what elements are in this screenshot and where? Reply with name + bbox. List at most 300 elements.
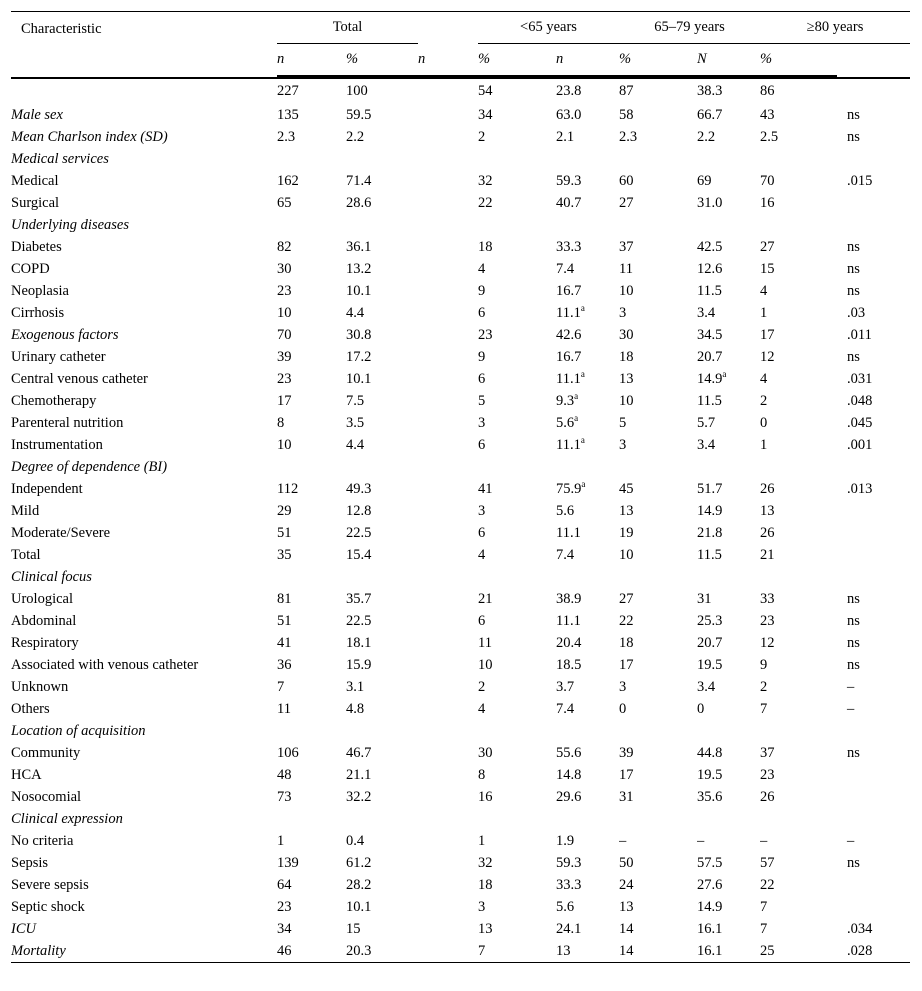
row-label: Central venous catheter [11, 370, 148, 387]
value-cell [346, 522, 418, 544]
footnote-marker: a [574, 390, 579, 401]
value-cell [346, 104, 418, 126]
value-cell [760, 346, 837, 368]
value-text: 70 [760, 172, 775, 189]
gap-cell [418, 654, 478, 676]
value-cell [760, 104, 837, 126]
value-text: 3 [478, 898, 486, 915]
value-text: 14.9 [697, 370, 723, 387]
value-cell [556, 698, 619, 720]
value-text: 63.0 [556, 106, 582, 123]
value-cell [478, 324, 556, 346]
value-text: 46.7 [346, 744, 372, 761]
row-label: Exogenous factors [11, 326, 119, 343]
p-value-cell: ns [847, 612, 860, 629]
p-value-cell: – [847, 832, 855, 849]
value-text: 13 [478, 920, 493, 937]
value-text: 48 [277, 766, 292, 783]
value-text: 60 [619, 172, 634, 189]
header-characteristic: Characteristic [11, 12, 277, 77]
value-cell [760, 478, 837, 500]
value-text: 40.7 [556, 194, 582, 211]
value-cell [697, 126, 760, 148]
value-cell [277, 544, 346, 566]
value-cell [478, 258, 556, 280]
value-text: 23 [478, 326, 493, 343]
value-text: 59.3 [556, 854, 582, 871]
value-text: 3 [619, 436, 627, 453]
value-text: 23.8 [556, 83, 582, 99]
value-cell [277, 786, 346, 808]
value-text: – [697, 832, 705, 849]
value-text: 86 [760, 83, 775, 99]
gap-cell [418, 148, 478, 170]
value-cell [619, 874, 697, 896]
value-text: 37 [619, 238, 634, 255]
value-text: 3 [619, 304, 627, 321]
value-text: 100 [346, 83, 368, 99]
value-text: 55.6 [556, 744, 582, 761]
value-cell [760, 78, 837, 104]
table-row [11, 588, 910, 610]
value-cell [760, 280, 837, 302]
gap-cell [418, 896, 478, 918]
p-value-cell: – [847, 678, 855, 695]
table-row [11, 126, 910, 148]
row-label [11, 78, 277, 104]
value-cell [619, 258, 697, 280]
value-cell [346, 192, 418, 214]
value-text: 11 [478, 634, 492, 651]
value-text: 18 [619, 634, 634, 651]
value-text: 73 [277, 788, 292, 805]
value-cell [556, 324, 619, 346]
value-cell [760, 126, 837, 148]
gap-cell [418, 478, 478, 500]
value-cell [277, 940, 346, 963]
value-text: 11.5 [697, 392, 722, 409]
value-cell [478, 896, 556, 918]
value-cell [346, 302, 418, 324]
value-text: – [619, 832, 627, 849]
p-value-cell [837, 214, 910, 236]
value-text: 32 [478, 854, 493, 871]
value-text: 10 [277, 436, 292, 453]
value-text: 7.4 [556, 260, 575, 277]
value-cell [346, 852, 418, 874]
table-row [11, 302, 910, 324]
value-cell [478, 566, 556, 588]
value-cell [697, 170, 760, 192]
value-text: 27.6 [697, 876, 723, 893]
value-text: 6 [478, 612, 486, 629]
value-cell [277, 258, 346, 280]
row-label: Urological [11, 590, 74, 607]
gap-cell [418, 720, 478, 742]
value-text: 38.9 [556, 590, 582, 607]
footnote-marker: a [574, 412, 579, 423]
p-value-cell: ns [847, 348, 860, 365]
value-text: 32.2 [346, 788, 372, 805]
value-cell [760, 148, 837, 170]
value-text: 9.3 [556, 392, 575, 409]
value-cell [697, 896, 760, 918]
value-cell [346, 588, 418, 610]
p-value-cell: ns [847, 634, 860, 651]
row-label: Underlying diseases [11, 216, 129, 233]
value-cell [760, 368, 837, 390]
value-cell [346, 390, 418, 412]
row-label: Parenteral nutrition [11, 414, 124, 431]
p-value-cell: ns [847, 282, 860, 299]
value-text: 10.1 [346, 370, 372, 387]
value-text: 27 [760, 238, 775, 255]
value-text: 10 [277, 304, 292, 321]
value-cell [619, 654, 697, 676]
value-cell [556, 302, 619, 324]
table-row [11, 676, 910, 698]
value-text: 3 [478, 502, 486, 519]
value-text: 22.5 [346, 524, 372, 541]
value-text: 16.7 [556, 282, 582, 299]
value-text: 1 [760, 436, 768, 453]
p-value-cell: – [847, 700, 855, 717]
value-text: 28.6 [346, 194, 372, 211]
value-cell [346, 676, 418, 698]
row-label: Surgical [11, 194, 60, 211]
value-cell [619, 566, 697, 588]
value-text: 4 [760, 282, 768, 299]
value-cell [478, 346, 556, 368]
value-cell [556, 918, 619, 940]
footnote-marker: a [580, 302, 585, 313]
row-label: HCA [11, 766, 42, 783]
value-cell [760, 808, 837, 830]
value-text: 3 [619, 678, 627, 695]
value-cell [697, 258, 760, 280]
value-cell [619, 412, 697, 434]
value-cell [346, 698, 418, 720]
gap-cell [418, 940, 478, 963]
gap-cell [418, 852, 478, 874]
value-text: – [760, 832, 768, 849]
table-row [11, 808, 910, 830]
value-text: 7 [277, 678, 285, 695]
gap-cell [418, 610, 478, 632]
value-cell [619, 236, 697, 258]
value-cell [346, 808, 418, 830]
value-cell [346, 830, 418, 852]
value-text: 10 [478, 656, 493, 673]
value-text: 2.3 [277, 128, 296, 145]
value-text: 2.5 [760, 128, 779, 145]
value-cell [556, 148, 619, 170]
value-cell [619, 368, 697, 390]
footnote-marker: a [580, 368, 585, 379]
gap-cell [418, 676, 478, 698]
value-cell [556, 588, 619, 610]
value-text: 87 [619, 83, 634, 99]
value-text: 2 [760, 392, 768, 409]
value-text: 7 [760, 920, 768, 937]
value-cell [478, 522, 556, 544]
footnote-marker: a [581, 478, 586, 489]
table-row [11, 896, 910, 918]
value-cell [478, 390, 556, 412]
value-text: 1 [760, 304, 768, 321]
value-text: 14 [619, 920, 634, 937]
value-cell [277, 280, 346, 302]
value-text: 8 [277, 414, 285, 431]
value-text: 6 [478, 524, 486, 541]
value-cell [697, 632, 760, 654]
value-cell [478, 126, 556, 148]
value-text: 42.6 [556, 326, 582, 343]
value-text: 10.1 [346, 282, 372, 299]
value-text: 75.9 [556, 480, 582, 497]
value-cell [346, 742, 418, 764]
value-cell [478, 698, 556, 720]
p-value-cell: .001 [847, 436, 873, 453]
table-row [11, 764, 910, 786]
value-text: 17 [619, 656, 634, 673]
row-label: Clinical focus [11, 568, 92, 585]
value-text: 2 [478, 128, 486, 145]
value-cell [346, 280, 418, 302]
value-cell [760, 698, 837, 720]
value-cell [277, 478, 346, 500]
value-cell [346, 896, 418, 918]
value-cell [346, 324, 418, 346]
value-text: 14.9 [697, 898, 723, 915]
p-value-cell: ns [847, 656, 860, 673]
row-label: Medical services [11, 150, 109, 167]
value-text: 82 [277, 238, 292, 255]
value-text: 4.4 [346, 436, 365, 453]
value-cell [277, 302, 346, 324]
value-cell [619, 698, 697, 720]
row-label: Location of acquisition [11, 722, 146, 739]
p-value-cell: ns [847, 106, 860, 123]
value-text: 81 [277, 590, 292, 607]
value-text: 16 [478, 788, 493, 805]
value-cell [556, 368, 619, 390]
value-cell [760, 500, 837, 522]
value-cell [277, 456, 346, 478]
value-cell [697, 654, 760, 676]
gap-cell [418, 78, 478, 104]
value-cell [619, 808, 697, 830]
value-cell [760, 258, 837, 280]
value-cell [478, 830, 556, 852]
footnote-marker: a [580, 434, 585, 445]
row-label: Instrumentation [11, 436, 103, 453]
value-cell [697, 940, 760, 963]
value-cell [556, 830, 619, 852]
value-cell [697, 500, 760, 522]
value-text: 7 [478, 942, 486, 959]
value-cell [478, 544, 556, 566]
row-label: Cirrhosis [11, 304, 65, 321]
value-text: 5.6 [556, 898, 575, 915]
value-text: 12.6 [697, 260, 723, 277]
value-text: 23 [760, 612, 775, 629]
gap-cell [418, 918, 478, 940]
table-row [11, 522, 910, 544]
value-cell [478, 852, 556, 874]
row-label: Clinical expression [11, 810, 123, 827]
value-cell [697, 874, 760, 896]
value-cell [697, 610, 760, 632]
value-cell [556, 500, 619, 522]
table-row [11, 500, 910, 522]
row-label: Others [11, 700, 50, 717]
subhead-pct: % [760, 44, 837, 77]
table-row [11, 412, 910, 434]
value-cell [697, 412, 760, 434]
value-cell [478, 588, 556, 610]
value-cell [760, 874, 837, 896]
value-cell [556, 126, 619, 148]
value-text: 16.7 [556, 348, 582, 365]
value-cell [478, 742, 556, 764]
value-text: 2.2 [346, 128, 365, 145]
value-cell [697, 676, 760, 698]
value-cell [619, 588, 697, 610]
value-cell [619, 192, 697, 214]
table-row [11, 346, 910, 368]
row-label: Independent [11, 480, 83, 497]
value-cell [760, 830, 837, 852]
value-text: 13 [619, 370, 634, 387]
value-text: 7 [760, 898, 768, 915]
table-row [11, 192, 910, 214]
p-value-cell [837, 566, 910, 588]
value-text: 59.5 [346, 106, 372, 123]
row-label: Neoplasia [11, 282, 69, 299]
table-row [11, 104, 910, 126]
value-cell [277, 78, 346, 104]
value-text: 22 [619, 612, 634, 629]
value-text: 26 [760, 788, 775, 805]
gap-cell [418, 588, 478, 610]
value-text: 1 [277, 832, 285, 849]
value-cell [478, 214, 556, 236]
value-cell [760, 412, 837, 434]
value-cell [346, 170, 418, 192]
value-text: 39 [619, 744, 634, 761]
value-cell [556, 192, 619, 214]
table-row [11, 324, 910, 346]
value-cell [478, 78, 556, 104]
p-value-cell: .034 [847, 920, 873, 937]
value-cell [556, 346, 619, 368]
value-cell [760, 324, 837, 346]
value-text: 14.8 [556, 766, 582, 783]
value-cell [760, 918, 837, 940]
value-cell [346, 764, 418, 786]
value-text: 4 [760, 370, 768, 387]
value-cell [619, 852, 697, 874]
value-cell [478, 412, 556, 434]
value-cell [697, 786, 760, 808]
p-value-cell: ns [847, 590, 860, 607]
value-text: 11.5 [697, 546, 722, 563]
value-text: 25.3 [697, 612, 723, 629]
value-text: 17 [277, 392, 292, 409]
value-text: 21 [478, 590, 493, 607]
row-label: Nosocomial [11, 788, 82, 805]
gap-cell [418, 390, 478, 412]
value-cell [478, 280, 556, 302]
value-cell [619, 214, 697, 236]
value-cell [556, 390, 619, 412]
value-cell [760, 676, 837, 698]
row-label: Septic shock [11, 898, 85, 915]
value-cell [760, 588, 837, 610]
value-cell [697, 456, 760, 478]
value-cell [697, 368, 760, 390]
table-row [11, 78, 910, 104]
value-text: 31 [697, 590, 712, 607]
value-text: 33.3 [556, 238, 582, 255]
value-cell [277, 170, 346, 192]
subhead-pct: % [478, 44, 556, 77]
value-cell [277, 720, 346, 742]
value-text: 36.1 [346, 238, 372, 255]
value-cell [697, 280, 760, 302]
value-cell [556, 742, 619, 764]
value-cell [277, 236, 346, 258]
value-text: 54 [478, 83, 493, 99]
value-text: 5 [478, 392, 486, 409]
gap-cell [418, 412, 478, 434]
value-cell [697, 544, 760, 566]
value-text: 3.4 [697, 304, 716, 321]
value-cell [556, 808, 619, 830]
value-cell [277, 346, 346, 368]
value-cell [697, 566, 760, 588]
value-text: 11.5 [697, 282, 722, 299]
value-cell [556, 632, 619, 654]
value-cell [346, 478, 418, 500]
value-cell [277, 830, 346, 852]
value-text: 22.5 [346, 612, 372, 629]
value-cell [760, 566, 837, 588]
value-text: 57.5 [697, 854, 723, 871]
table-row [11, 258, 910, 280]
value-cell [760, 632, 837, 654]
value-cell [478, 500, 556, 522]
value-cell [346, 346, 418, 368]
value-cell [277, 104, 346, 126]
value-text: 23 [277, 370, 292, 387]
gap-cell [418, 346, 478, 368]
value-cell [697, 434, 760, 456]
value-cell [760, 456, 837, 478]
value-text: 69 [697, 172, 712, 189]
p-value-cell [837, 786, 910, 808]
value-cell [760, 236, 837, 258]
value-cell [478, 676, 556, 698]
value-cell [619, 830, 697, 852]
value-text: 71.4 [346, 172, 372, 189]
value-cell [760, 940, 837, 963]
value-text: 34 [478, 106, 493, 123]
value-cell [277, 610, 346, 632]
value-cell [346, 918, 418, 940]
header-group-65-79: 65–79 years [619, 12, 760, 44]
